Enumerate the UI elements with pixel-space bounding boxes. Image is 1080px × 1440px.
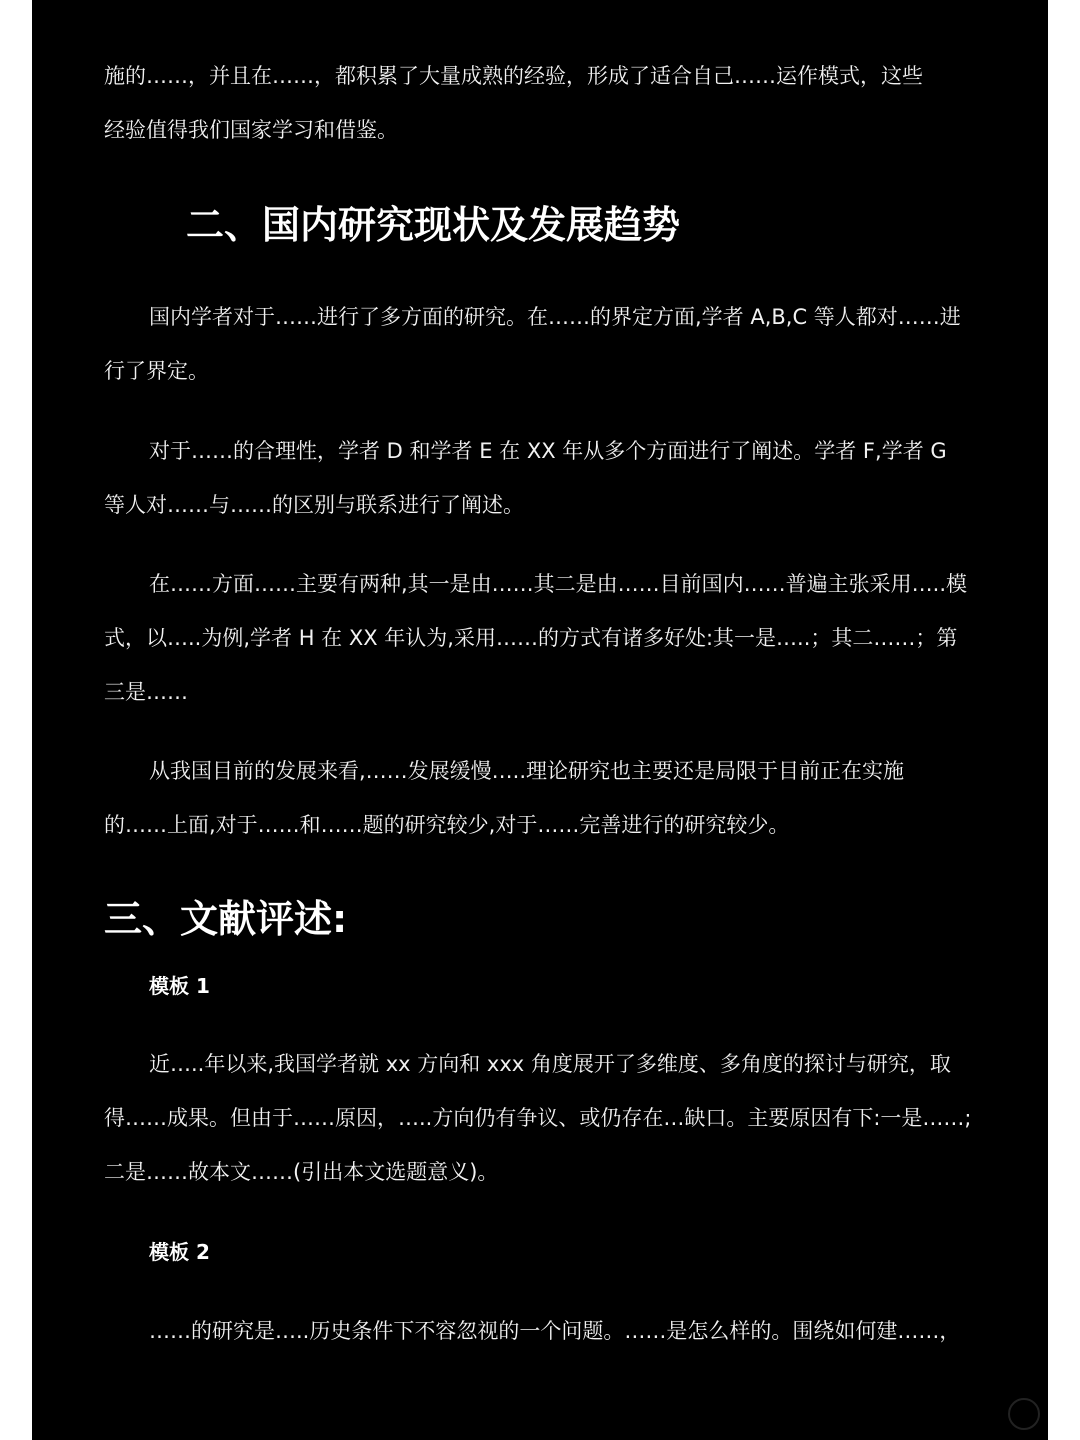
paragraph-line: 近…..年以来,我国学者就 xx 方向和 xxx 角度展开了多维度、多角度的探讨与研究，取: [149, 1052, 951, 1076]
paragraph-line: 等人对……与……的区别与联系进行了阐述。: [104, 493, 524, 517]
paragraph-line: 行了界定。: [104, 359, 209, 383]
template-2-label: 模板 2: [149, 1240, 210, 1264]
paragraph-line: 对于……的合理性，学者 D 和学者 E 在 XX 年从多个方面进行了阐述。学者 F,学者 G: [149, 439, 947, 463]
paragraph-line: 三是……: [104, 680, 188, 704]
intro-line-2: 经验值得我们国家学习和借鉴。: [104, 118, 398, 142]
section-heading-literature-review: 三、文献评述:: [104, 897, 348, 941]
paragraph-line: 国内学者对于……进行了多方面的研究。在……的界定方面,学者 A,B,C 等人都对……进: [149, 305, 961, 329]
template-1-label: 模板 1: [149, 974, 210, 998]
paragraph-line: 二是……故本文……(引出本文选题意义)。: [104, 1160, 499, 1184]
paragraph-line: 的……上面,对于……和……题的研究较少,对于……完善进行的研究较少。: [104, 813, 790, 837]
intro-line-1: 施的……，并且在……，都积累了大量成熟的经验，形成了适合自己……运作模式，这些: [104, 64, 923, 88]
watermark-icon: [1008, 1398, 1040, 1430]
paragraph-line: 在……方面……主要有两种,其一是由……其二是由……目前国内……普遍主张采用…..模: [149, 572, 968, 596]
paragraph-line: 从我国目前的发展来看,……发展缓慢…..理论研究也主要还是局限于目前正在实施: [149, 759, 905, 783]
paragraph-line: 得……成果。但由于……原因，…..方向仍有争议、或仍存在…缺口。主要原因有下:一是……;: [104, 1106, 972, 1130]
paragraph-line: 式，以…..为例,学者 H 在 XX 年认为,采用……的方式有诸多好处:其一是…..；其二……；第: [104, 626, 958, 650]
document-page: [32, 0, 1048, 1440]
paragraph-line: ……的研究是…..历史条件下不容忽视的一个问题。……是怎么样的。围绕如何建……，: [149, 1319, 961, 1343]
section-heading-domestic-research: 二、国内研究现状及发展趋势: [186, 203, 681, 247]
